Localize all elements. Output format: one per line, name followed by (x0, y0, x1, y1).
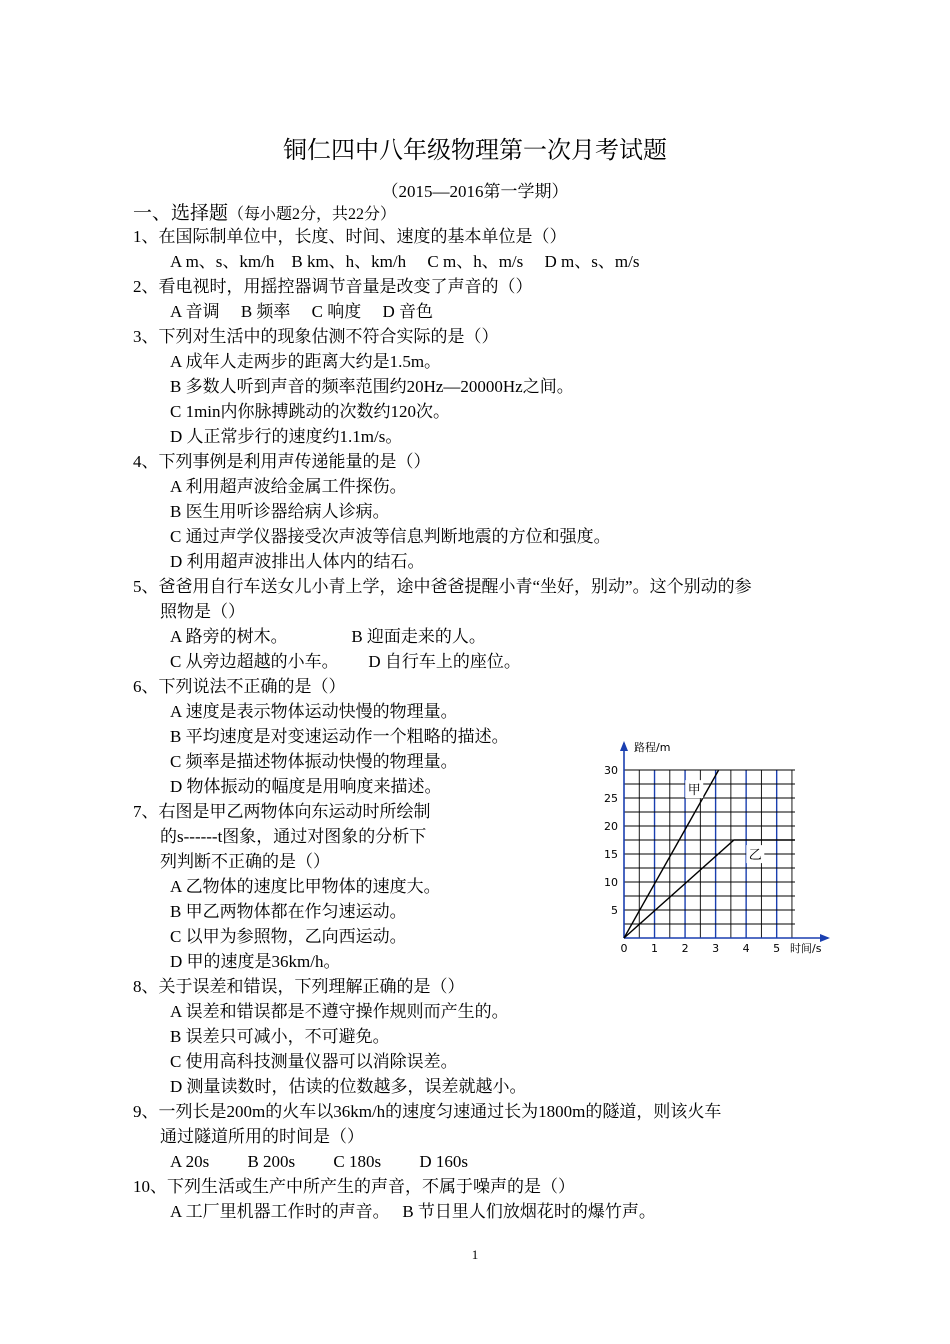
page-subtitle: （2015—2016第一学期） (381, 182, 569, 201)
y-tick-label: 10 (604, 876, 618, 889)
text-line: D 利用超声波排出人体内的结石。 (170, 552, 425, 571)
text-line: 8、关于误差和错误，下列理解正确的是（） (133, 977, 465, 996)
text-line: 1、在国际制单位中，长度、时间、速度的基本单位是（） (133, 227, 567, 246)
page-title: 铜仁四中八年级物理第一次月考试题 (283, 138, 667, 164)
x-axis-label: 时间/s (790, 942, 822, 955)
text-line: D 测量读数时，估读的位数越多，误差就越小。 (170, 1077, 527, 1096)
y-tick-label: 30 (604, 764, 618, 777)
text-line: C 从旁边超越的小车。 D 自行车上的座位。 (170, 652, 521, 671)
text-line: B 误差只可减小，不可避免。 (170, 1027, 390, 1046)
text-line: C 使用高科技测量仪器可以消除误差。 (170, 1052, 458, 1071)
text-line: A 成年人走两步的距离大约是1.5m。 (170, 352, 442, 371)
series-label: 甲 (687, 783, 701, 799)
y-tick-label: 5 (611, 904, 618, 917)
text-line: C 频率是描述物体振动快慢的物理量。 (170, 752, 458, 771)
text-line: A 工厂里机器工作时的声音。 B 节日里人们放烟花时的爆竹声。 (170, 1202, 656, 1221)
chart-axes (620, 741, 830, 942)
text-line: A 误差和错误都是不遵守操作规则而产生的。 (170, 1002, 509, 1021)
text-line: 列判断不正确的是（） (160, 852, 330, 871)
chart-grid (624, 770, 795, 938)
text-line: A 20s B 200s C 180s D 160s (170, 1152, 469, 1171)
text-line: 2、看电视时，用摇控器调节音量是改变了声音的（） (133, 277, 533, 296)
text-line: 3、下列对生活中的现象估测不符合实际的是（） (133, 327, 499, 346)
section-label: 一、选择题 (133, 203, 229, 224)
text-line: A 路旁的树木。 B 迎面走来的人。 (170, 627, 486, 646)
series-label: 乙 (748, 848, 762, 864)
text-line: A 乙物体的速度比甲物体的速度大。 (170, 877, 441, 896)
text-line: 4、下列事例是利用声传递能量的是（） (133, 452, 431, 471)
x-axis-arrow (820, 934, 830, 942)
text-line: A 音调 B 频率 C 响度 D 音色 (170, 302, 434, 321)
x-tick-label: 0 (620, 942, 628, 955)
text-line: B 甲乙两物体都在作匀速运动。 (170, 902, 407, 921)
y-axis-label: 路程/m (634, 741, 671, 754)
y-tick-label: 15 (604, 848, 618, 861)
chart-labels (634, 740, 822, 955)
text-line: D 甲的速度是36km/h。 (170, 952, 341, 971)
x-tick-label: 3 (712, 942, 720, 955)
text-line: A m、s、km/h B km、h、km/h C m、h、m/s D m、s、m/s (170, 252, 640, 271)
s-t-chart (600, 735, 840, 960)
text-line: C 通过声学仪器接受次声波等信息判断地震的方位和强度。 (170, 527, 611, 546)
x-tick-label: 2 (681, 942, 689, 955)
text-line: A 利用超声波给金属工件探伤。 (170, 477, 407, 496)
text-line: 7、右图是甲乙两物体向东运动时所绘制 (133, 802, 431, 821)
text-line: B 医生用听诊器给病人诊病。 (170, 502, 390, 521)
text-line: 照物是（） (160, 602, 245, 621)
y-tick-label: 25 (604, 792, 618, 805)
text-line: 的s------t图象，通过对图象的分析下 (160, 827, 427, 846)
y-axis-arrow (620, 741, 628, 751)
section-note: （每小题2分，共22分） (228, 206, 397, 223)
text-line: C 1min内你脉搏跳动的次数约120次。 (170, 402, 451, 421)
x-tick-label: 5 (773, 942, 781, 955)
text-line: A 速度是表示物体运动快慢的物理量。 (170, 702, 458, 721)
text-line: 5、爸爸用自行车送女儿小青上学，途中爸爸提醒小青“坐好，别动”。这个别动的参 (133, 577, 752, 596)
y-tick-label: 20 (604, 820, 618, 833)
x-tick-label: 4 (742, 942, 750, 955)
text-line: 6、下列说法不正确的是（） (133, 677, 346, 696)
series-line (624, 840, 795, 938)
text-line: D 人正常步行的速度约1.1m/s。 (170, 427, 403, 446)
text-line: 通过隧道所用的时间是（） (160, 1127, 364, 1146)
x-tick-label: 1 (651, 942, 659, 955)
text-line: B 多数人听到声音的频率范围约20Hz—20000Hz之间。 (170, 377, 574, 396)
text-line: C 以甲为参照物，乙向西运动。 (170, 927, 407, 946)
text-line: D 物体振动的幅度是用响度来描述。 (170, 777, 442, 796)
text-line: 10、下列生活或生产中所产生的声音，不属于噪声的是（） (133, 1177, 575, 1196)
page-number: 1 (471, 1247, 479, 1262)
text-line: B 平均速度是对变速运动作一个粗略的描述。 (170, 727, 509, 746)
section-heading (133, 203, 396, 226)
text-line: 9、一列长是200m的火车以36km/h的速度匀速通过长为1800m的隧道，则该火车 (133, 1102, 722, 1121)
